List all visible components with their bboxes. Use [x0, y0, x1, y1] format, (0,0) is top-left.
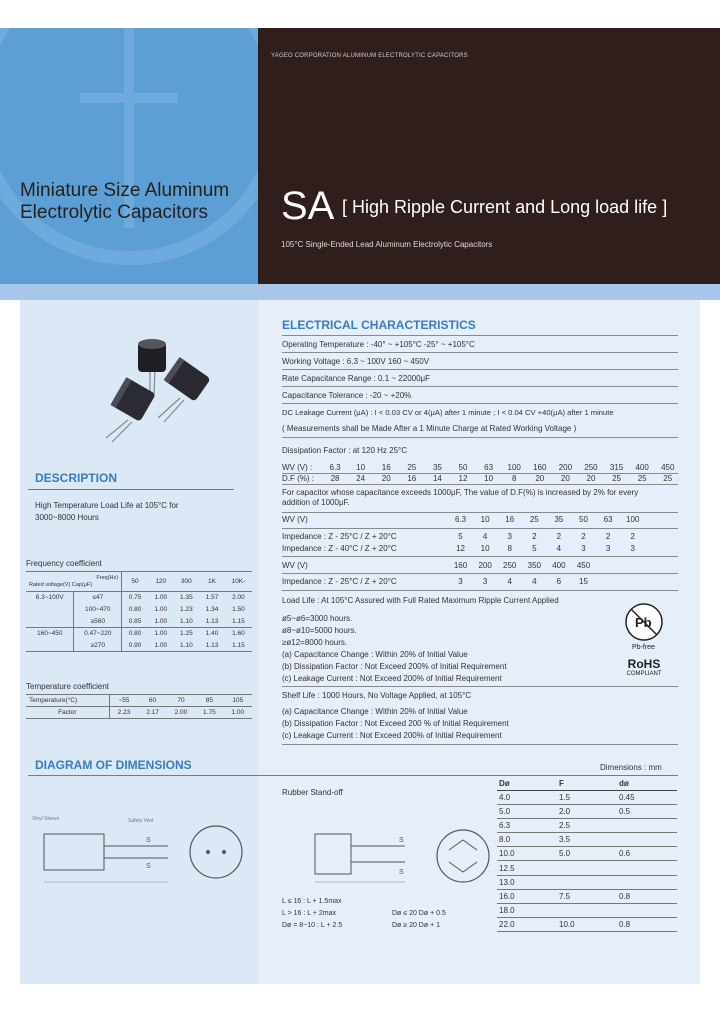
load-life-2: ø8~ø10=5000 hours. — [282, 626, 357, 635]
load-life-c: (c) Leakage Current : Not Exceed 200% of Initial Requirement — [282, 674, 502, 683]
grid-cell: 5 — [458, 532, 463, 541]
grid-cell: 20 — [535, 474, 545, 483]
grid-cell: 200 — [478, 561, 492, 570]
grid-cell: 400 — [635, 463, 649, 472]
grid-cell: 35 — [554, 515, 564, 524]
table-row — [497, 804, 677, 818]
dim-cell: 10.0 — [497, 847, 557, 861]
rule — [282, 528, 678, 529]
pb-free-icon — [615, 598, 673, 652]
dim-cell: 0.5 — [617, 804, 677, 818]
grid-cell: 315 — [609, 463, 624, 472]
grid-cell: 2 — [605, 532, 611, 541]
df-note-line1: For capacitor whose capacitance exceeds 1000μF, The value of D.F(%) is increased by 2% for every — [282, 488, 639, 497]
grid-cell: 4 — [482, 532, 488, 541]
svg-text:S: S — [146, 863, 151, 870]
table-row — [497, 847, 677, 861]
rule — [282, 573, 678, 574]
dim-cell: 2.0 — [557, 804, 617, 818]
grid-cell: 25 — [612, 474, 622, 483]
dim-cell: 13.0 — [497, 875, 557, 889]
table-row — [497, 875, 677, 889]
rate-capacitance: Rate Capacitance Range : 0.1 ~ 22000μF — [282, 374, 431, 383]
rule — [282, 369, 678, 370]
pb-free-label: Pb-free — [632, 644, 655, 651]
grid-cell: 63 — [603, 515, 613, 524]
rohs-compliant: COMPLIANT — [626, 671, 662, 677]
grid-cell: 4 — [556, 544, 562, 553]
grid-cell: 6.3 — [454, 515, 467, 524]
grid-cell: 20 — [586, 474, 596, 483]
impedance-row-1: Impedance : Z - 25°C / Z + 20°C 5 4 3 2 2 2 2 2 — [282, 532, 645, 541]
grid-cell: 350 — [527, 561, 541, 570]
rule — [282, 352, 678, 353]
grid-cell: 3 — [458, 577, 463, 586]
dim-cell: 16.0 — [497, 889, 557, 903]
grid-cell: 16 — [381, 463, 391, 472]
dim-cell — [557, 861, 617, 875]
df-note-line2: addition of 1000μF. — [282, 498, 350, 507]
rule — [282, 386, 678, 387]
grid-cell: 3 — [482, 577, 488, 586]
logo-watermark — [0, 28, 258, 284]
grid-cell: 2 — [630, 532, 635, 541]
grid-cell: 2 — [556, 532, 562, 541]
grid-cell: 250 — [584, 463, 598, 472]
impedance-row-2: Impedance : Z - 40°C / Z + 20°C 12 10 8 5 4 3 3 3 — [282, 544, 645, 553]
rule — [282, 512, 678, 513]
freq-col: 1K — [199, 572, 225, 592]
capacitor-photo — [88, 338, 218, 448]
grid-cell: 25 — [407, 463, 417, 472]
electrical-heading: ELECTRICAL CHARACTERISTICS — [282, 318, 476, 332]
grid-cell: 10 — [480, 515, 490, 524]
grid-cell: 160 — [453, 561, 468, 570]
grid-cell: 3 — [507, 532, 512, 541]
grid-cell: 6 — [556, 577, 562, 586]
table-row: ≥560 0.85 1.00 1.10 1.13 1.15 — [26, 616, 252, 628]
dim-cell: 0.8 — [617, 889, 677, 903]
freq-col: 50 — [122, 572, 148, 592]
table-row — [497, 861, 677, 875]
load-life-b: (b) Dissipation Factor : Not Exceed 200% of Initial Requirement — [282, 662, 507, 671]
header-strip — [0, 284, 720, 300]
lead-note-1: Dø ≤ 20 Dø + 0.5 — [392, 910, 446, 917]
grid-cell: 2 — [532, 532, 537, 541]
grid-cell: 2 — [581, 532, 586, 541]
grid-cell: 100 — [507, 463, 521, 472]
svg-text:S: S — [146, 837, 151, 844]
lead-note-2: Dø ≥ 20 Dø + 1 — [392, 922, 440, 929]
grid-cell: 250 — [503, 561, 517, 570]
grid-cell: 400 — [552, 561, 566, 570]
grid-cell: 15 — [579, 577, 588, 586]
grid-cell: 4 — [532, 577, 537, 586]
dim-cell: 2.5 — [557, 818, 617, 832]
grid-cell: 25 — [663, 474, 673, 483]
dim-cell — [557, 904, 617, 918]
series-subtitle: [ High Ripple Current and Long load life ] — [342, 197, 668, 217]
grid-cell: 12 — [458, 474, 468, 483]
rule — [282, 403, 678, 404]
header-left-panel — [0, 28, 258, 284]
grid-cell: 10 — [356, 463, 366, 472]
impedance-row-3: Impedance : Z - 25°C / Z + 20°C 3 3 4 4 6 15 — [282, 577, 596, 586]
grid-cell: 450 — [661, 463, 675, 472]
dim-cell — [617, 833, 677, 847]
freq-col: 300 — [174, 572, 200, 592]
grid-cell: 5 — [532, 544, 537, 553]
capacitance-tolerance: Capacitance Tolerance : -20 ~ +20% — [282, 391, 412, 400]
freq-col: 10K- — [225, 572, 252, 592]
grid-cell: 50 — [458, 463, 468, 472]
load-life-3: ≥ø12=8000 hours. — [282, 638, 348, 647]
brand-line: YAGEO CORPORATION ALUMINUM ELECTROLYTIC CAPACITORS — [271, 53, 468, 59]
impedance-wv-row-2: WV (V) 160 200 250 350 400 450 — [282, 561, 596, 570]
table-row — [497, 904, 677, 918]
leakage-current: DC Leakage Current (μA) : I < 0.03 CV or 4(μA) after 1 minute ; I < 0.04 CV +40(μA) after 1 minute — [282, 408, 614, 417]
dim-cell: 4.0 — [497, 790, 557, 804]
dim-cell: 12.5 — [497, 861, 557, 875]
dim-col-header: Dø — [497, 778, 557, 790]
dimension-diagram-1 — [28, 790, 254, 902]
length-note-1: L ≤ 16 : L + 1.5max — [282, 898, 342, 905]
sleeve-label: Vinyl Sleeve — [32, 816, 60, 822]
dim-cell: 10.0 — [557, 918, 617, 932]
grid-cell: 3 — [605, 544, 611, 553]
grid-cell: 4 — [507, 577, 512, 586]
grid-cell: 3 — [630, 544, 635, 553]
table-row: 6.3~100V ≤47 0.75 1.00 1.35 1.57 2.00 — [26, 592, 252, 604]
dim-cell — [617, 904, 677, 918]
dimensions-table — [497, 778, 677, 932]
grid-cell: 8 — [507, 544, 512, 553]
grid-cell: 6.3 — [329, 463, 341, 472]
description-heading: DESCRIPTION — [35, 471, 118, 485]
freq-corner-cell: Freq(Hz) Rated voltage(V) Cap(μF) — [26, 572, 122, 592]
dim-cell: 22.0 — [497, 918, 557, 932]
grid-cell: 100 — [626, 515, 640, 524]
grid-cell: 8 — [511, 474, 517, 483]
series-code: SA — [281, 184, 335, 228]
frequency-table — [26, 571, 252, 652]
grid-cell: 28 — [330, 474, 340, 483]
rule — [282, 590, 678, 591]
grid-cell: 10 — [480, 544, 490, 553]
dimensions-units: Dimensions : mm — [600, 763, 662, 772]
grid-cell: 160 — [533, 463, 547, 472]
shelf-life-a: (a) Capacitance Change : Within 20% of Initial Value — [282, 707, 468, 716]
impedance-wv-row: WV (V) 6.3 10 16 25 35 50 63 100 — [282, 515, 645, 524]
grid-cell: 10 — [484, 474, 494, 483]
dim-cell: 3.5 — [557, 833, 617, 847]
rule — [282, 744, 678, 745]
grid-cell: 16 — [505, 515, 515, 524]
rule — [282, 437, 678, 438]
wv-row: WV (V) : 6.3 10 16 25 35 50 63 100 160 200 250 315 400 450 — [282, 463, 681, 472]
grid-cell: 3 — [581, 544, 586, 553]
length-note-3: Dø = 8~10 : L + 2.5 — [282, 922, 343, 929]
grid-cell: 16 — [407, 474, 417, 483]
grid-cell: 50 — [579, 515, 588, 524]
shelf-life-b: (b) Dissipation Factor : Not Exceed 200 % of Initial Requirement — [282, 719, 509, 728]
dim-cell: 8.0 — [497, 833, 557, 847]
rule — [282, 556, 678, 557]
dim-col-header: F — [557, 778, 617, 790]
rohs-logo — [615, 598, 673, 684]
rule — [282, 686, 678, 687]
table-row — [497, 918, 677, 932]
shelf-life: Shelf Life : 1000 Hours, No Voltage Applied, at 105°C — [282, 691, 472, 700]
rohs-label: RoHS — [627, 657, 661, 671]
rubber-standoff-label: Rubber Stand-off — [282, 788, 343, 797]
frequency-label: Frequency coefficient — [26, 559, 102, 568]
grid-cell: 450 — [576, 561, 591, 570]
temperature-table — [26, 694, 252, 719]
grid-cell: 63 — [484, 463, 494, 472]
operating-temperature: Operating Temperature : -40° ~ +105°C -25° ~ +105°C — [282, 340, 475, 349]
dim-cell: 0.8 — [617, 918, 677, 932]
grid-cell: 24 — [356, 474, 366, 483]
shelf-life-c: (c) Leakage Current : Not Exceed 200% of Initial Requirement — [282, 731, 502, 740]
table-row: Factor 2.23 2.17 2.00 1.75 1.00 — [26, 707, 252, 719]
dim-cell: 0.45 — [617, 790, 677, 804]
load-life-1: ø5~ø6=3000 hours. — [282, 614, 353, 623]
description-line2: 3000~8000 Hours — [35, 513, 99, 522]
df-row: D.F (%) : 28 24 20 16 14 12 10 8 20 20 20 25 25 25 — [282, 474, 681, 483]
dim-cell: 1.5 — [557, 790, 617, 804]
dim-cell: 6.3 — [497, 818, 557, 832]
dim-cell: 18.0 — [497, 904, 557, 918]
dimensions-heading: DIAGRAM OF DIMENSIONS — [35, 758, 192, 772]
dim-cell: 0.6 — [617, 847, 677, 861]
dim-cell: 5.0 — [497, 804, 557, 818]
table-row: Temperature(°C) ~55 60 70 85 105 — [26, 695, 252, 707]
svg-text:S: S — [399, 837, 404, 844]
table-row: ≥270 0.90 1.00 1.10 1.13 1.15 — [26, 640, 252, 652]
dimensions-rule — [28, 775, 678, 776]
table-row: 100~470 0.80 1.00 1.23 1.34 1.50 — [26, 604, 252, 616]
grid-cell: 20 — [381, 474, 391, 483]
description-rule — [28, 489, 234, 490]
series-description: 105°C Single-Ended Lead Aluminum Electrolytic Capacitors — [281, 240, 493, 249]
working-voltage: Working Voltage : 6.3 ~ 100V 160 ~ 450V — [282, 357, 430, 366]
table-row — [497, 833, 677, 847]
table-row — [497, 818, 677, 832]
description-line1: High Temperature Load Life at 105°C for — [35, 501, 179, 510]
grid-cell: 20 — [560, 474, 570, 483]
freq-col: 120 — [148, 572, 174, 592]
svg-text:S: S — [399, 869, 404, 876]
dissipation-factor: Dissipation Factor : at 120 Hz 25°C — [282, 446, 408, 455]
dim-col-header: dø — [617, 778, 677, 790]
dim-cell — [617, 818, 677, 832]
measurement-note: ( Measurements shall be Made After a 1 Minute Charge at Rated Working Voltage ) — [282, 424, 577, 433]
dim-cell — [617, 875, 677, 889]
grid-cell: 14 — [432, 474, 442, 483]
length-note-2: L > 16 : L + 2max — [282, 910, 336, 917]
dim-cell — [617, 861, 677, 875]
temperature-label: Temperature coefficient — [26, 682, 110, 691]
table-row — [497, 889, 677, 903]
load-life-a: (a) Capacitance Change : Within 20% of Initial Value — [282, 650, 468, 659]
grid-cell: 25 — [529, 515, 539, 524]
table-row — [497, 790, 677, 804]
dim-cell: 7.5 — [557, 889, 617, 903]
dimension-diagram-2 — [275, 800, 495, 910]
grid-cell: 200 — [558, 463, 573, 472]
grid-cell: 12 — [456, 544, 465, 553]
dim-cell: 5.0 — [557, 847, 617, 861]
rule — [282, 473, 678, 474]
rule — [282, 335, 678, 336]
grid-cell: 25 — [637, 474, 647, 483]
rule — [282, 484, 678, 485]
load-life: Load Life : At 105°C Assured with Full Rated Maximum Ripple Current Applied — [282, 596, 559, 605]
page-title: Miniature Size Aluminum Electrolytic Capacitors — [20, 180, 230, 223]
vent-label: Safety Vent — [128, 818, 154, 824]
grid-cell: 35 — [432, 463, 442, 472]
dim-cell — [557, 875, 617, 889]
table-row: 160~450 0.47~220 0.80 1.00 1.25 1.40 1.60 — [26, 628, 252, 640]
svg-text:Pb: Pb — [635, 615, 652, 630]
